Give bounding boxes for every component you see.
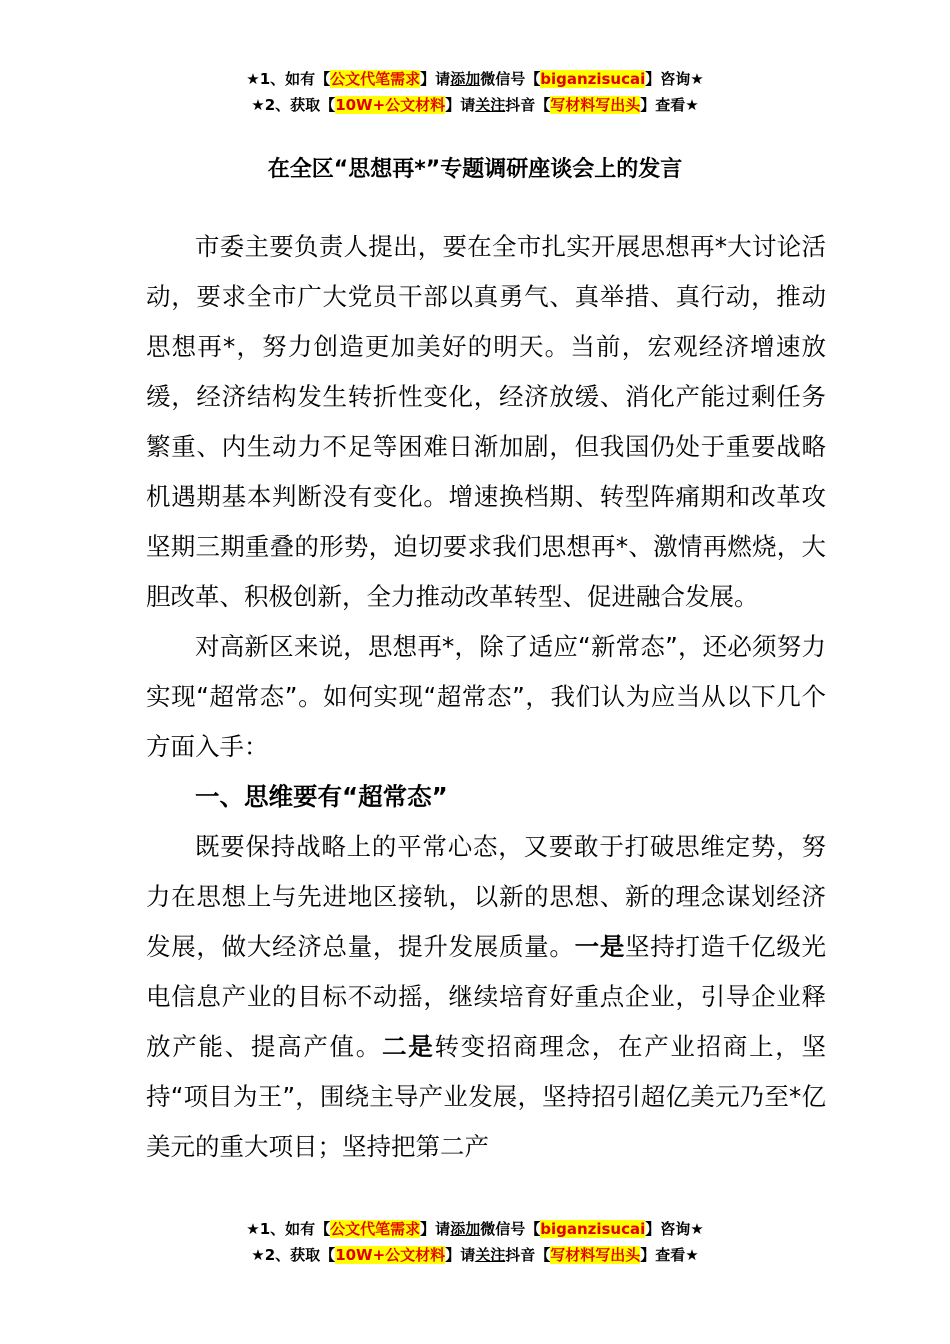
banner-highlight: biganzisucai — [540, 1220, 646, 1238]
paragraph-section-1 — [146, 822, 826, 1172]
banner-highlight: 写材料写出头 — [550, 1246, 641, 1264]
banner-underline: 添加 — [450, 1220, 481, 1238]
banner-text: 微信号【 — [480, 1220, 541, 1238]
banner-highlight: 写材料写出头 — [550, 96, 641, 114]
banner-highlight: 10W+公文材料 — [335, 96, 446, 114]
banner-text: 】请 — [420, 1220, 451, 1238]
header-banner — [0, 66, 950, 118]
document-body — [146, 222, 826, 1172]
bold-marker: 一是 — [574, 932, 626, 961]
banner-text: 】咨询★ — [645, 70, 704, 88]
banner-highlight: 公文代笔需求 — [330, 1220, 421, 1238]
document-title: 在全区“思想再*”专题调研座谈会上的发言 — [267, 157, 683, 182]
banner-text: 】查看★ — [640, 96, 699, 114]
paragraph-context: 对高新区来说，思想再*，除了适应“新常态”，还必须努力实现“超常态”。如何实现“超常态”，我们认为应当从以下几个方面入手： — [146, 632, 826, 761]
banner-text: 】查看★ — [640, 1246, 699, 1264]
banner-text: 】请 — [445, 96, 476, 114]
paragraph-intro: 市委主要负责人提出，要在全市扎实开展思想再*大讨论活动，要求全市广大党员干部以真勇气、真举措、真行动，推动思想再*，努力创造更加美好的明天。当前，宏观经济增速放缓，经济结构发生转折性变化，经济放缓、消化产能过剩任务繁重、内生动力不足等困难日渐加剧，但我国仍处于重要战略机遇期基本判断没有变化。增速换档期、转型阵痛期和改革攻坚期三期重叠的形势，迫切要求我们思想再*、激情再燃烧，大胆改革、积极创新，全力推动改革转型、促进融合发展。 — [146, 232, 826, 611]
banner-highlight: biganzisucai — [540, 70, 646, 88]
paragraph-text: 既要保持战略上的平常心态，又要敢于打破思维定势，努力在思想上与先进地区接轨，以新的思想、新的理念谋划经济发展，做大经济总量，提升发展质量。 — [146, 832, 826, 961]
banner-text: 】咨询★ — [645, 1220, 704, 1238]
section-heading-1: 一、思维要有“超常态” — [195, 782, 448, 811]
banner-text: ★2、获取【 — [251, 96, 336, 114]
banner-line-1 — [0, 66, 950, 92]
banner-text: 】请 — [445, 1246, 476, 1264]
bold-marker: 二是 — [381, 1032, 435, 1061]
banner-line-2 — [0, 92, 950, 118]
paragraph-text: 坚持打造千亿级光电信息产业的目标不动摇，继续培育好重点企业，引导企业释放产能、提高产值。 — [146, 932, 827, 1061]
banner-text: 微信号【 — [480, 70, 541, 88]
banner-underline: 关注 — [475, 96, 506, 114]
banner-text: ★1、如有【 — [246, 70, 331, 88]
banner-highlight: 10W+公文材料 — [335, 1246, 446, 1264]
banner-line-1 — [0, 1216, 950, 1242]
banner-highlight: 公文代笔需求 — [330, 70, 421, 88]
banner-text: 抖音【 — [505, 96, 551, 114]
banner-underline: 添加 — [450, 70, 481, 88]
footer-banner — [0, 1216, 950, 1268]
paragraph-text: 转变招商理念，在产业招商上，坚持“项目为王”，围绕主导产业发展，坚持招引超亿美元乃至*亿美元的重大项目；坚持把第二产 — [146, 1032, 827, 1161]
banner-text: ★2、获取【 — [251, 1246, 336, 1264]
banner-text: 抖音【 — [505, 1246, 551, 1264]
banner-line-2 — [0, 1242, 950, 1268]
banner-underline: 关注 — [475, 1246, 506, 1264]
banner-text: 】请 — [420, 70, 451, 88]
banner-text: ★1、如有【 — [246, 1220, 331, 1238]
